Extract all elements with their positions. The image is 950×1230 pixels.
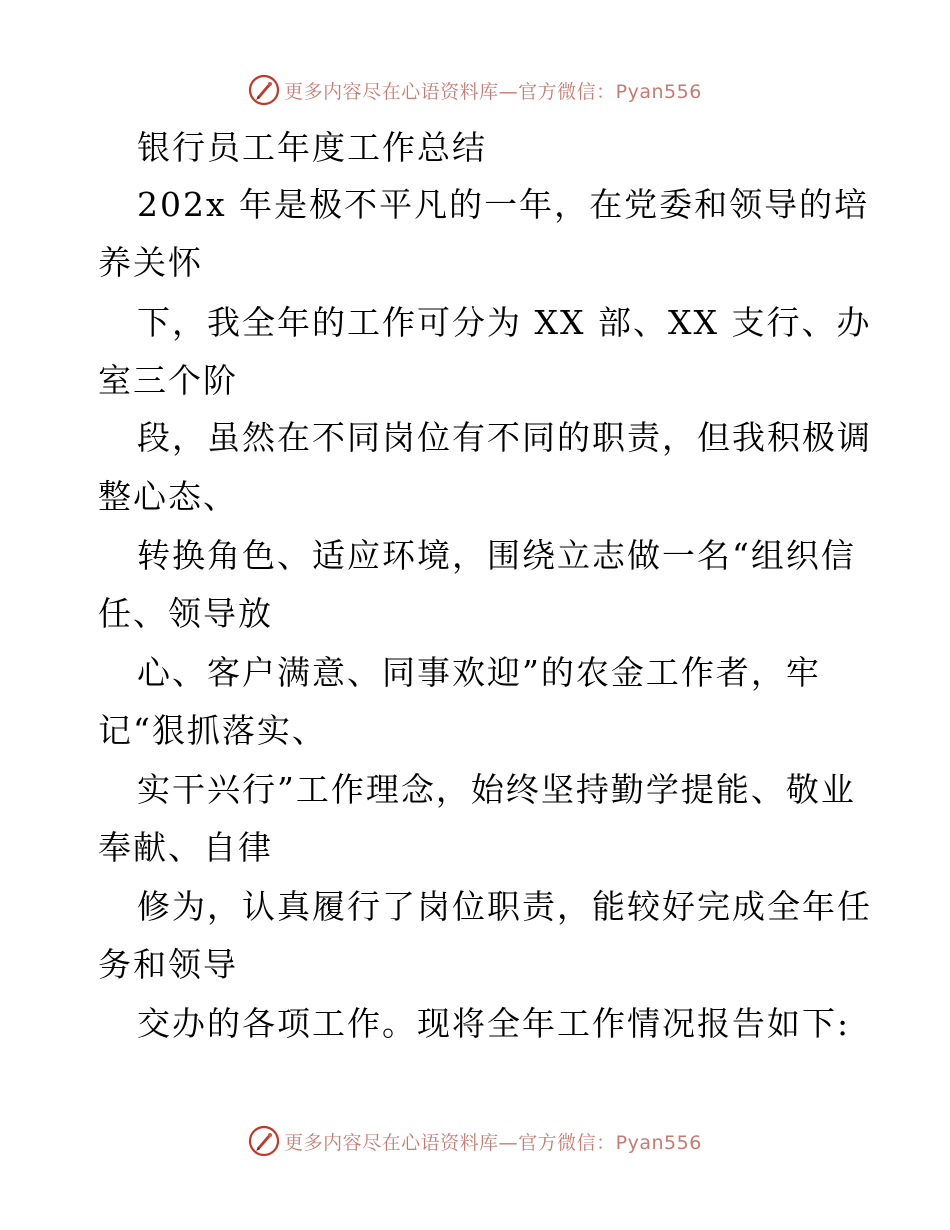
paragraph-line: 任、领导放: [98, 594, 273, 633]
paragraph-line: 转换角色、适应环境，围绕立志做一名“组织信: [137, 536, 856, 575]
paragraph-line: 修为，认真履行了岗位职责，能较好完成全年任: [137, 887, 872, 926]
watermark-text: 更多内容尽在心语资料库—官方微信：Pyan556: [284, 80, 702, 103]
paragraph-line: 记“狠抓落实、: [98, 711, 327, 750]
watermark-text: 更多内容尽在心语资料库—官方微信：Pyan556: [284, 1131, 702, 1154]
paragraph-line: 下，我全年的工作可分为 XX 部、XX 支行、办: [137, 303, 872, 342]
paragraph-line: 养关怀: [98, 243, 203, 282]
paragraph-line: 202x 年是极不平凡的一年，在党委和领导的培: [137, 185, 870, 224]
paragraph-line: 心、客户满意、同事欢迎”的农金工作者，牢: [137, 653, 821, 692]
paragraph-line: 实干兴行”工作理念，始终坚持勤学提能、敬业: [137, 770, 856, 809]
quill-logo-icon: [248, 1125, 280, 1157]
quill-logo-icon: [248, 74, 280, 106]
paragraph-line: 奉献、自律: [98, 828, 273, 867]
paragraph-line: 整心态、: [98, 477, 238, 516]
paragraph-line: 务和领导: [98, 945, 238, 984]
paragraph-line: 段，虽然在不同岗位有不同的职责，但我积极调: [137, 418, 872, 457]
paragraph-line: 室三个阶: [98, 361, 238, 400]
document-title: 银行员工年度工作总结: [137, 128, 487, 167]
header-watermark: [0, 73, 950, 107]
footer-watermark: [0, 1124, 950, 1158]
paragraph-line: 交办的各项工作。现将全年工作情况报告如下:: [137, 1004, 851, 1043]
